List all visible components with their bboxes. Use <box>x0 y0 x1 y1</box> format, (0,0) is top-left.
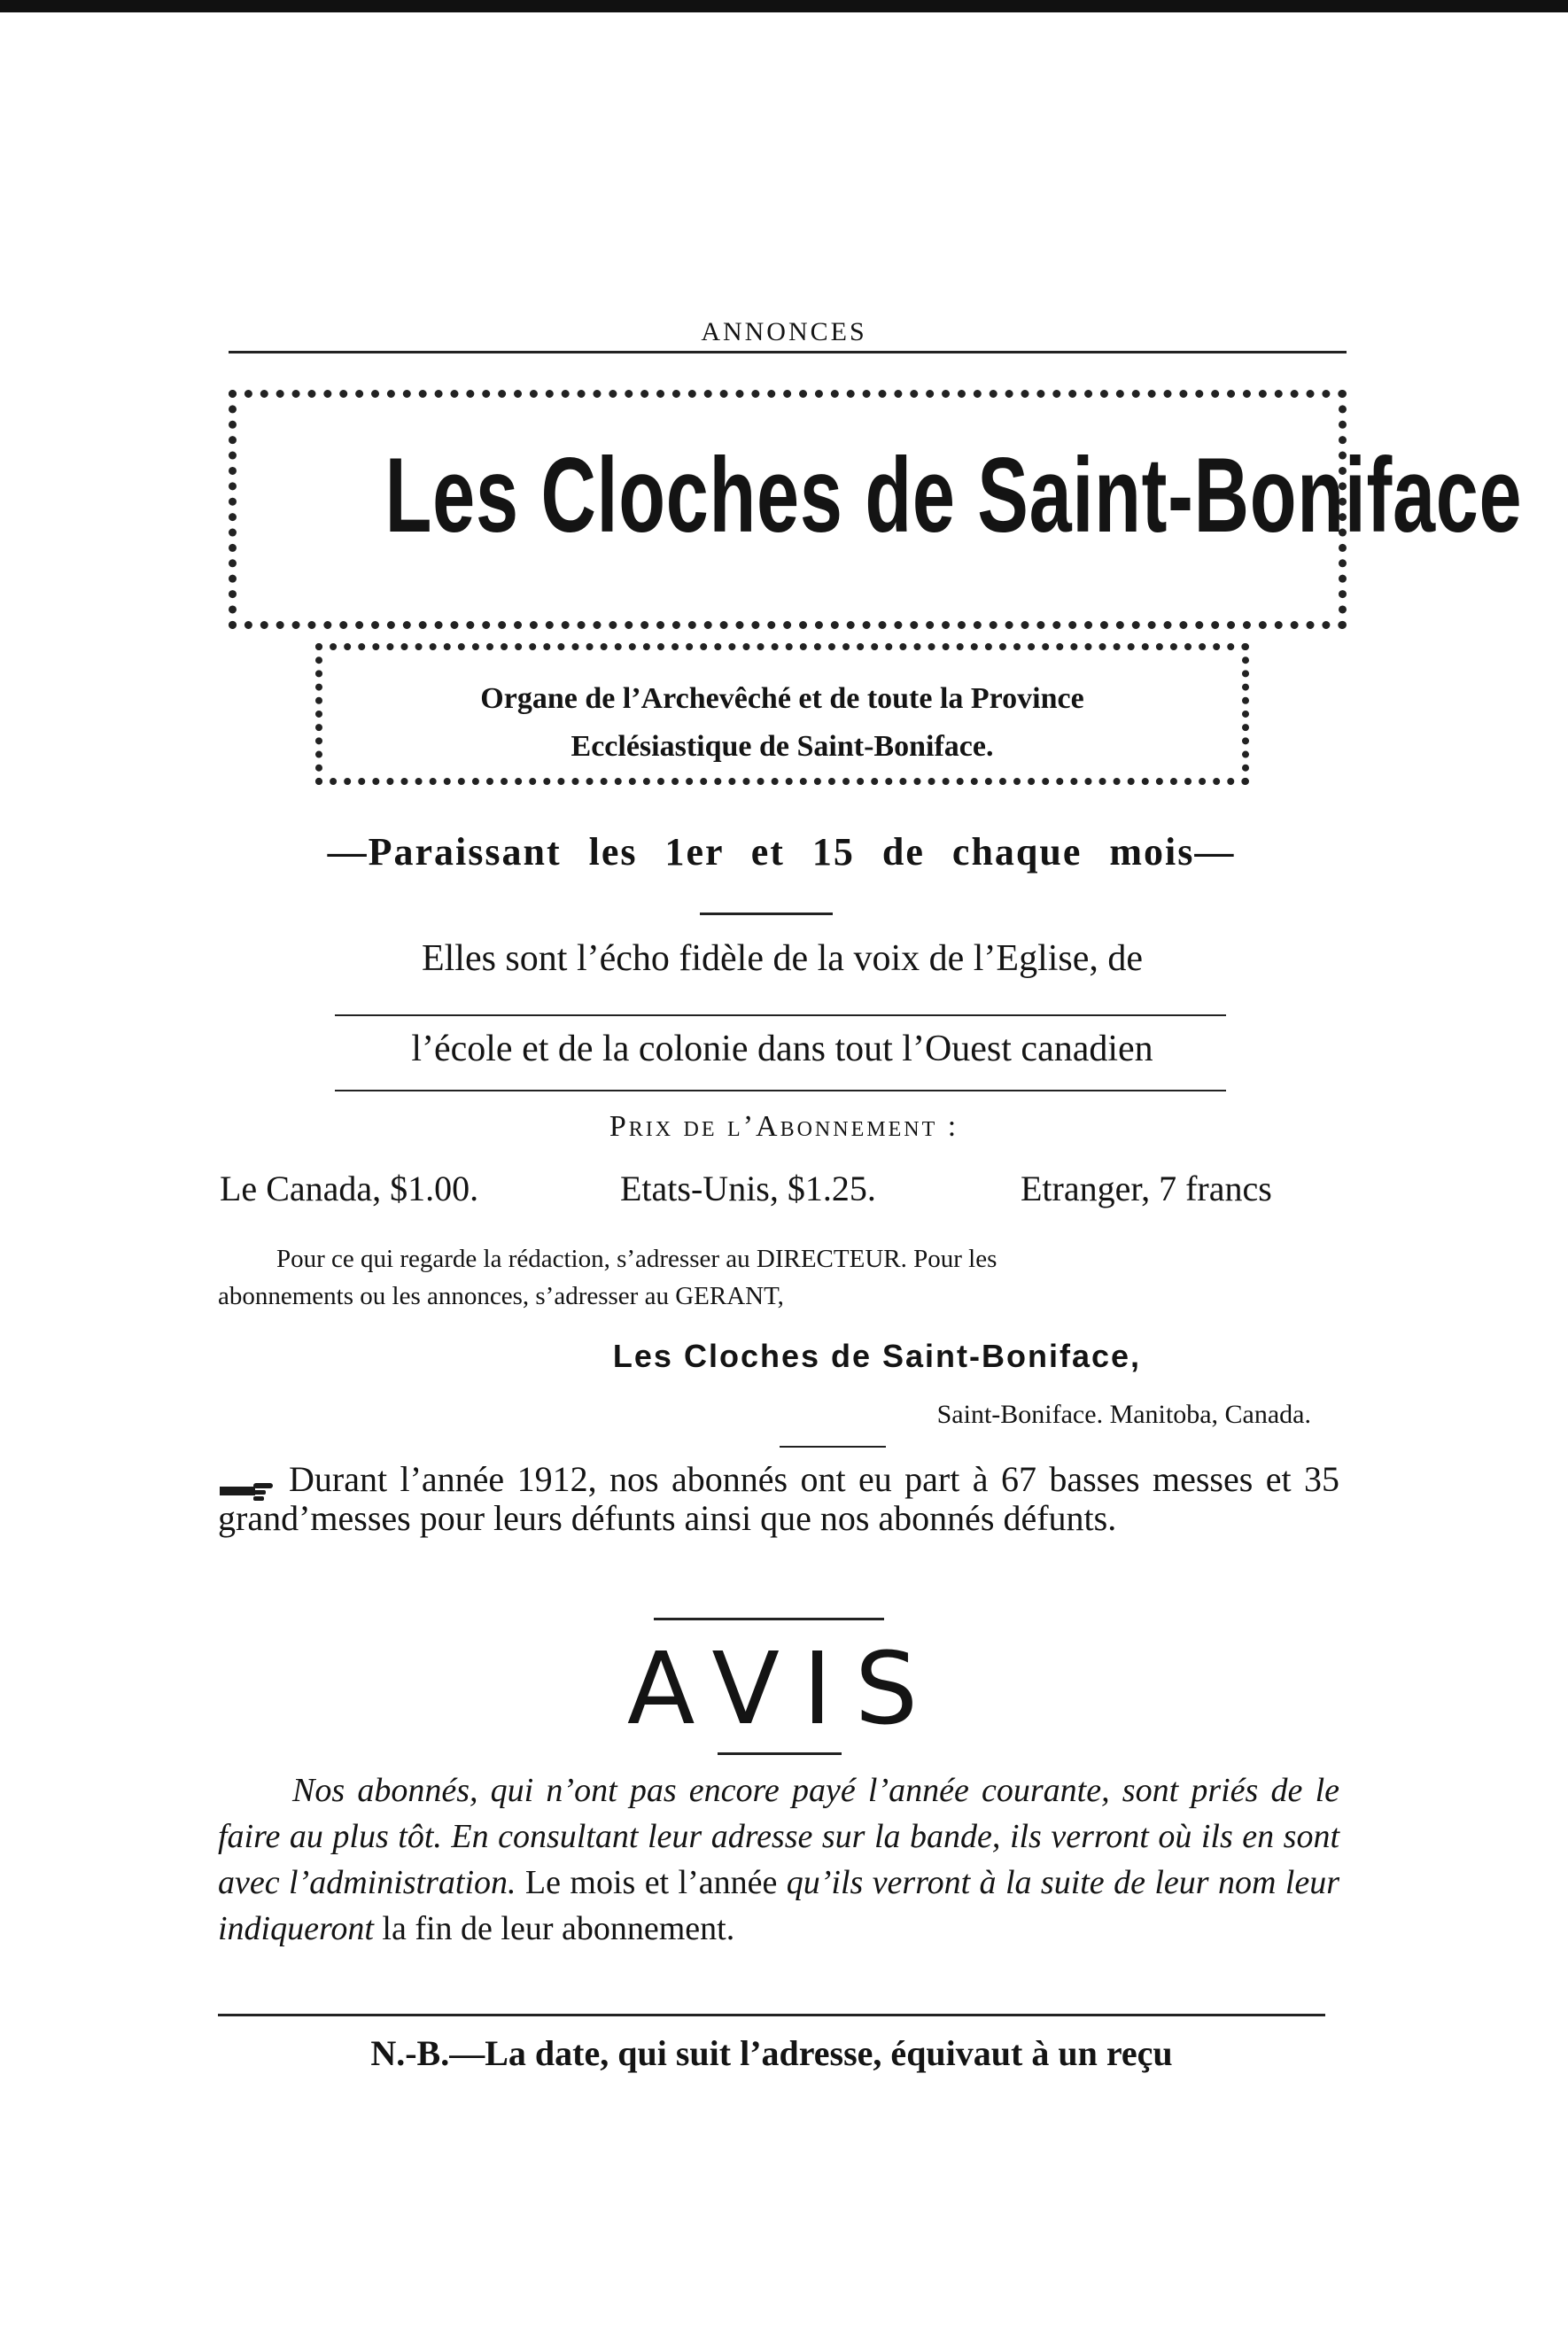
avis-roman-2: la fin de leur abonnement. <box>373 1910 735 1947</box>
avis-top-rule <box>654 1618 884 1620</box>
price-canada: Le Canada, $1.00. <box>220 1169 479 1208</box>
masthead-subtitle <box>315 675 1249 771</box>
subscription-heading: Prix de l’Abonnement : <box>609 1110 959 1143</box>
contact-note <box>218 1240 1343 1315</box>
avis-italic-2: qu’ils verront à la suite de leur nom leur indiqueront <box>218 1864 1339 1947</box>
avis-italic-1: Nos abonnés, qui n’ont pas encore payé l’année courante, sont priés de le faire au plus tôt. En consultant leur adresse sur la bande, ils verront où ils en sont avec l’administration. <box>218 1772 1339 1901</box>
nb-top-rule <box>218 2014 1325 2016</box>
publication-frequency: —Paraissant les 1er et 15 de chaque mois— <box>327 830 1236 874</box>
mission-line-1: Elles sont l’écho fidèle de la voix de l’Eglise, de <box>421 938 1144 979</box>
price-usa: Etats-Unis, $1.25. <box>620 1169 876 1208</box>
pointing-hand-icon <box>218 1472 276 1495</box>
avis-roman-1: Le mois et l’année <box>516 1864 787 1901</box>
scan-top-edge <box>0 0 1568 12</box>
avis-bottom-rule <box>718 1752 842 1755</box>
price-foreign: Etranger, 7 francs <box>1021 1169 1272 1208</box>
nb-note: N.-B.—La date, qui suit l’adresse, équivaut à un reçu <box>370 2033 1173 2073</box>
masthead-title: Les Cloches de Saint-Boniface <box>384 436 1523 555</box>
contact-line-2: abonnements ou les annonces, s’adresser au GERANT, <box>218 1282 784 1310</box>
avis-heading: AVIS <box>626 1632 942 1747</box>
mission-underline-2 <box>335 1090 1226 1091</box>
contact-divider <box>780 1446 886 1448</box>
publication-name: Les Cloches de Saint-Boniface, <box>612 1338 1142 1374</box>
publication-address: Saint-Boniface. Manitoba, Canada. <box>936 1400 1311 1429</box>
running-head: ANNONCES <box>701 317 867 346</box>
avis-body <box>218 1767 1339 1952</box>
contact-line-1: Pour ce qui regarde la rédaction, s’adresser au DIRECTEUR. Pour les <box>276 1245 997 1273</box>
mission-underline-1 <box>335 1014 1226 1016</box>
subtitle-line-2: Ecclésiastique de Saint-Boniface. <box>571 730 994 763</box>
masses-note <box>218 1460 1339 1538</box>
mission-line-2: l’école et de la colonie dans tout l’Ouest canadien <box>411 1029 1153 1069</box>
subtitle-line-1: Organe de l’Archevêché et de toute la Province <box>480 682 1084 715</box>
masses-text: Durant l’année 1912, nos abonnés ont eu part à 67 basses messes et 35 grand’messes pour leurs défunts ainsi que nos abonnés défunts. <box>218 1459 1339 1538</box>
top-rule <box>229 351 1347 353</box>
short-divider <box>700 913 833 915</box>
